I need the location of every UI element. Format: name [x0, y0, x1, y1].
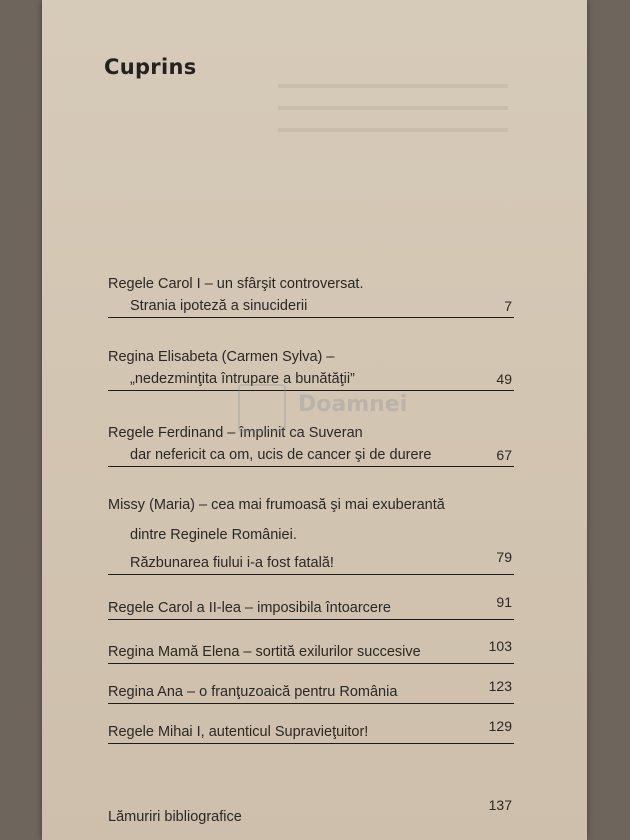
- watermark: [238, 378, 428, 436]
- toc-line: Răzbunarea fiului i-a fost fatală!: [130, 555, 334, 571]
- toc-line: dar nefericit ca om, ucis de cancer şi de durere: [130, 447, 432, 463]
- bleed-through-text: [278, 84, 508, 144]
- toc-line: Regele Mihai I, autenticul Supravieţuitor!: [108, 724, 369, 740]
- toc-entry: [108, 718, 514, 744]
- toc-page-number: 137: [488, 797, 512, 813]
- toc-line: Regele Carol a II-lea – imposibila întoarcere: [108, 600, 391, 616]
- toc-line: Regina Mamă Elena – sortită exilurilor succesive: [108, 644, 421, 660]
- toc-line: Missy (Maria) – cea mai frumoasă şi mai exuberantă: [108, 497, 445, 513]
- toc-entry: [108, 678, 514, 704]
- toc-page-number: 7: [504, 298, 512, 314]
- toc-line: Regele Ferdinand – împlinit ca Suveran: [108, 425, 363, 441]
- watermark-logo-icon: [238, 384, 286, 432]
- book-page: [42, 0, 587, 840]
- toc-entry: [108, 638, 514, 664]
- watermark-text: Doamnei: [298, 392, 408, 417]
- toc-page-number: 49: [496, 371, 512, 387]
- toc-line: Lămuriri bibliografice: [108, 809, 242, 825]
- toc-entry: [108, 494, 514, 575]
- toc-page-number: 91: [496, 594, 512, 610]
- toc-entry: [108, 273, 514, 318]
- page-title: Cuprins: [104, 55, 197, 79]
- toc-entry: [108, 594, 514, 620]
- toc-line: Regina Elisabeta (Carmen Sylva) –: [108, 349, 335, 365]
- toc-line: Regele Carol I – un sfârşit controversat.: [108, 276, 364, 292]
- toc-line: Regina Ana – o franţuzoaică pentru România: [108, 684, 398, 700]
- toc-page-number: 67: [496, 447, 512, 463]
- toc-line: dintre Reginele României.: [130, 527, 297, 543]
- toc-line: Strania ipoteză a sinuciderii: [130, 298, 308, 314]
- toc-line: „nedezminţita întrupare a bunătăţii”: [130, 371, 355, 387]
- toc-entry: [108, 797, 514, 828]
- toc-page-number: 123: [488, 678, 512, 694]
- toc-page-number: 129: [488, 718, 512, 734]
- toc-page-number: 79: [496, 549, 512, 565]
- toc-page-number: 103: [488, 638, 512, 654]
